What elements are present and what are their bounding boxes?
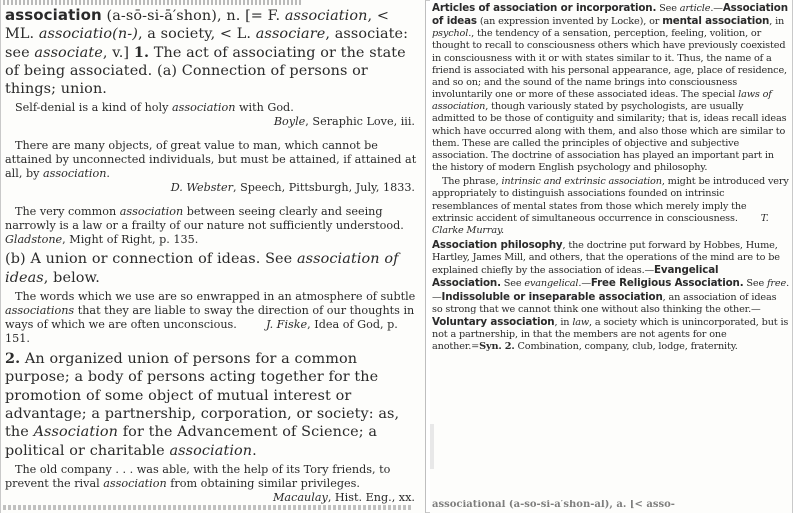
citation-author: Macaulay — [272, 490, 328, 504]
body-text: , in — [554, 316, 573, 328]
body-text: See — [743, 278, 767, 290]
body-text: , the doctrine put forward by Hobbes, Hume, Hartley, James Mill, and others, that the operations of the mind are to be explained chiefly by the association of ideas.— — [432, 239, 780, 277]
quote-italic: association — [119, 205, 184, 219]
quote-italic: association — [171, 101, 236, 115]
subsense-paragraph — [5, 250, 421, 287]
left-column — [1, 0, 426, 513]
scan-margin — [430, 424, 434, 469]
quote-italic: associations — [5, 304, 75, 318]
field-label: psychol. — [432, 28, 472, 40]
sense-definition: . — [252, 442, 257, 459]
quote-text: The words which we use are so enwrapped in an atmosphere of subtle — [15, 290, 416, 304]
spacer — [5, 129, 421, 136]
subsense-definition: Connection of persons or things; union. — [5, 62, 368, 98]
right-column-text — [432, 2, 789, 353]
citation-source: , Might of Right, p. 135. — [62, 233, 199, 247]
body-text: .— — [710, 3, 723, 14]
subsense-label: (a) — [156, 62, 178, 79]
clipped-line-bottom — [3, 505, 413, 510]
sense-italic: Association — [33, 424, 119, 441]
synonym-label: Syn. 2. — [479, 341, 515, 353]
body-text: See — [500, 278, 525, 290]
sense-italic: association — [169, 442, 253, 459]
phrase-heading: Evangelical Association. — [432, 264, 719, 290]
quote-italic: association — [42, 167, 107, 181]
etymology-text: , < ML. — [5, 8, 390, 43]
body-text: , a society which is unincorporated, but is not a partnership, in that the members are not agents for one another.= — [432, 316, 789, 353]
phrase-paragraph — [432, 2, 789, 174]
quote-text: from obtaining similar privileges. — [170, 476, 360, 490]
right-column — [430, 0, 792, 513]
sense-definition: The act of associating or the state of being associated. — [5, 44, 406, 79]
quote-text: The phrase, — [442, 176, 502, 188]
headword: association — [5, 6, 102, 24]
next-entry-headword: associational (a-sō-si-ā′shon-al), a. [< asso- — [432, 500, 675, 510]
etymology-text: [= F. — [245, 8, 281, 24]
etymology-italic: associate — [34, 44, 103, 61]
sense-definition: An organized union of persons for a common purpose; a body of persons acting together for the promotion of some object of mutual interest or advantage; a partnership, corporation, or society: as, the — [5, 351, 400, 441]
field-label: law — [572, 316, 590, 328]
phrase-heading: mental association — [662, 15, 770, 28]
citation — [5, 181, 421, 195]
etymology-italic: associatio(n-) — [38, 26, 138, 43]
etymology-text: , v.] — [102, 44, 130, 61]
citation-author: D. Webster — [170, 181, 233, 195]
quotation — [5, 290, 421, 346]
body-text: Combination, company, club, lodge, fraternity. — [514, 341, 738, 353]
citation-author: T. Clarke Murray. — [432, 212, 769, 236]
body-text: .— — [578, 278, 591, 290]
body-text: .— — [432, 278, 790, 303]
cross-reference: evangelical — [524, 278, 579, 290]
pronunciation: (a-sō-si-ā′shon), n. — [106, 8, 241, 24]
entry-headword-paragraph — [5, 6, 421, 98]
quotation — [432, 176, 789, 237]
cross-reference: article — [679, 3, 711, 14]
phrase-heading: Voluntary association — [432, 315, 555, 328]
quotation — [5, 101, 421, 115]
sense-2-paragraph — [5, 350, 421, 460]
phrase-paragraph — [432, 239, 789, 353]
phrase-heading: Indissoluble or inseparable association — [441, 290, 663, 303]
etymology-text: , associate: see — [5, 26, 409, 61]
citation-author: J. Fiske — [265, 318, 308, 332]
body-text: , though variously stated by psychologists, are usually admitted to be those of contiguity and similarity; that is, ideas recall ideas which have occurred along with them, and also those which are similar to them. These are called the principles of objective and subjective association. The doctrine of association has played an important part in the history of modern English psychology and philosophy. — [432, 101, 787, 174]
body-text: (an expression invented by Locke), or — [476, 16, 663, 28]
sense-number: 2. — [5, 350, 21, 368]
body-text: See — [656, 3, 680, 14]
etymology-text: , a society, < L. — [137, 26, 252, 43]
quote-text: There are many objects, of great value to man, which cannot be attained by unconnected individuals, but must be attained, if attained at all, by — [5, 139, 417, 181]
quote-text: with God. — [238, 101, 294, 115]
cross-reference: free — [766, 278, 787, 290]
next-entry-clipped — [432, 500, 789, 510]
italic-term: laws of association — [432, 89, 772, 113]
body-text: , the tendency of a sensation, perception, feeling, volition, or thought to recall to consciousness others which have previously coexisted in consciousness with it or with states similar to it. Thus, the name of a friend is associated with his personal appearance, age, place of residence, and so on; and the sound of the name brings into consciousness involuntarily one or more of these associated ideas. The special — [432, 28, 787, 101]
quote-text: The very common — [15, 205, 117, 219]
quote-text: . — [106, 167, 110, 181]
citation-source: , Idea of God, p. 151. — [5, 318, 398, 346]
quotation — [5, 205, 421, 247]
quote-text: Self-denial is a kind of holy — [15, 101, 169, 115]
subsense-definition: , below. — [43, 269, 100, 286]
quote-text: , might be introduced very appropriately to distinguish associations founded on intrinsic resemblances of mental states from those which merely imply the extrinsic accident of simultaneous occurrence in consciousness. — [432, 176, 789, 224]
body-text: , in — [769, 16, 785, 28]
quotation — [5, 463, 421, 491]
quote-text: that they are liable to sway the direction of our thoughts in ways of which we are often unconscious. — [5, 304, 415, 332]
sense-definition: for the Advancement of Science; a political or charitable — [5, 424, 378, 459]
subsense-label: (b) — [5, 251, 26, 268]
quote-italic: intrinsic and extrinsic association — [501, 176, 662, 188]
phrase-heading: Association philosophy — [432, 238, 563, 251]
body-text: , an association of ideas so strong that we cannot think one without also thinking the other.— — [432, 291, 777, 315]
etymology-italic: association — [284, 8, 368, 24]
quote-italic: association — [103, 476, 167, 490]
phrase-heading: Free Religious Association. — [590, 277, 744, 290]
cross-reference: association of ideas — [5, 251, 399, 286]
subsense-definition: A union or connection of ideas. See — [30, 251, 293, 268]
citation-author: Gladstone — [5, 233, 63, 247]
quotation — [5, 139, 421, 181]
phrase-heading: Articles of association or incorporation. — [432, 2, 657, 14]
left-column-text — [5, 6, 421, 505]
citation — [5, 115, 421, 129]
quote-text: between seeing clearly and seeing narrowly is a law or a frailty of our nature not sufficiently understood. — [5, 205, 404, 233]
clipped-line-top — [3, 0, 303, 5]
spacer — [5, 195, 421, 202]
citation — [5, 491, 421, 505]
etymology-italic: associare — [255, 26, 326, 43]
citation-author: Boyle — [273, 115, 306, 129]
phrase-heading: Association of ideas — [432, 2, 788, 28]
citation-source: , Hist. Eng., xx. — [327, 490, 415, 504]
citation-source: , Seraphic Love, iii. — [305, 115, 415, 129]
sense-number: 1. — [133, 43, 150, 61]
citation-source: , Speech, Pittsburgh, July, 1833. — [232, 181, 415, 195]
quote-text: The old company . . . was able, with the help of its Tory friends, to prevent the rival — [5, 462, 391, 490]
